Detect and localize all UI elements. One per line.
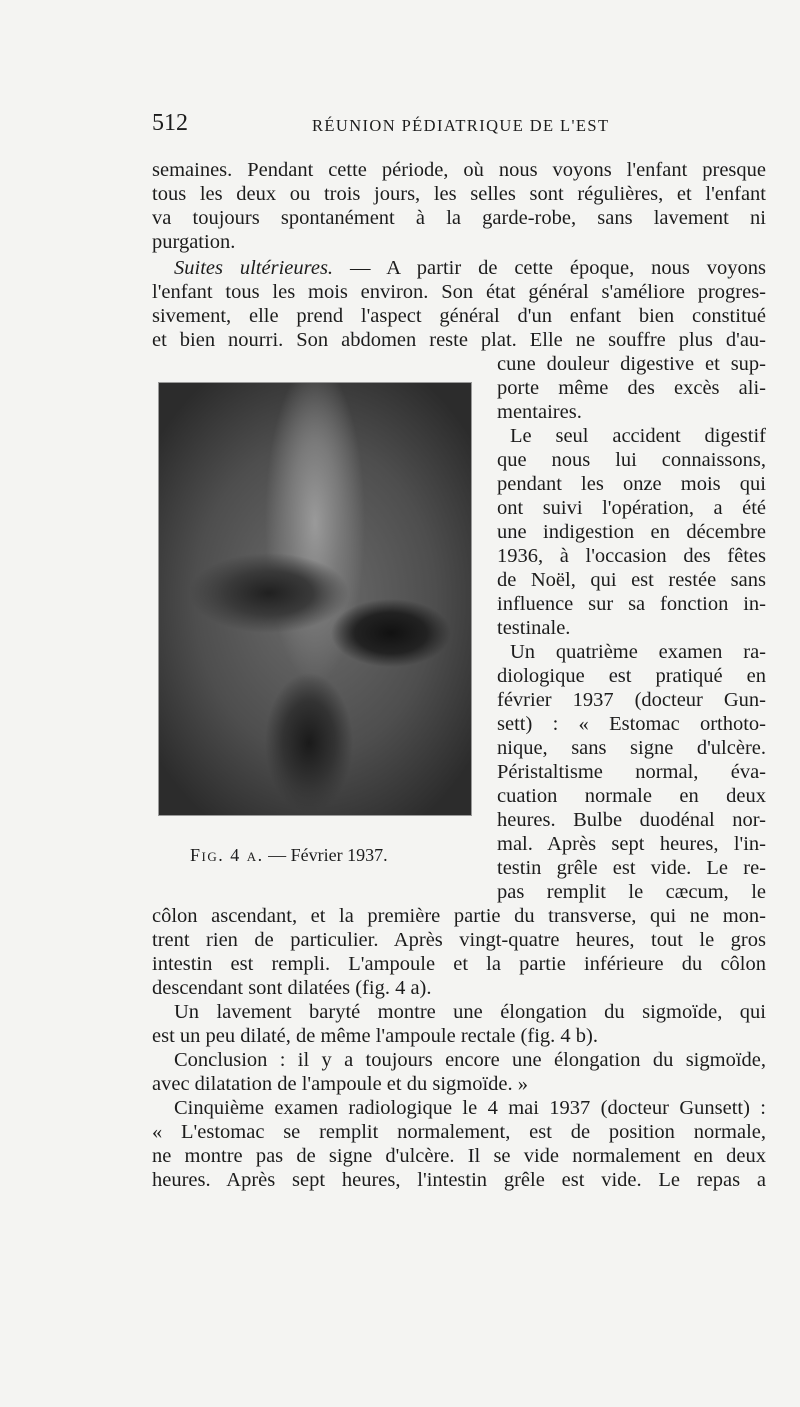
side-line: cuation normale en deux xyxy=(497,785,766,807)
side-line: pendant les onze mois qui xyxy=(497,473,766,495)
text-line: ne montre pas de signe d'ulcère. Il se vide normalement en deux xyxy=(152,1145,766,1167)
text-line-suites: Suites ultérieures. — A partir de cette époque, nous voyons xyxy=(174,257,766,279)
side-line: cune douleur digestive et sup- xyxy=(497,353,766,375)
text-line: purgation. xyxy=(152,231,236,253)
text-line: avec dilatation de l'ampoule et du sigmoïde. » xyxy=(152,1073,529,1095)
text-line: l'enfant tous les mois environ. Son état général s'améliore progres- xyxy=(152,281,766,303)
text-line: est un peu dilaté, de même l'ampoule rectale (fig. 4 b). xyxy=(152,1025,598,1047)
side-line: heures. Bulbe duodénal nor- xyxy=(497,809,766,831)
side-line: de Noël, qui est restée sans xyxy=(497,569,766,591)
side-line: testinale. xyxy=(497,617,571,639)
side-line: pas remplit le cæcum, le xyxy=(497,881,766,903)
text-line: et bien nourri. Son abdomen reste plat. Elle ne souffre plus d'au- xyxy=(152,329,766,351)
side-line: février 1937 (docteur Gun- xyxy=(497,689,766,711)
figure-label: Fig. 4 a. xyxy=(190,845,264,865)
text-line: descendant sont dilatées (fig. 4 a). xyxy=(152,977,432,999)
side-line: diologique est pratiqué en xyxy=(497,665,766,687)
side-line: ont suivi l'opération, a été xyxy=(497,497,766,519)
text-line: sivement, elle prend l'aspect général d'un enfant bien constitué xyxy=(152,305,766,327)
side-line: Péristaltisme normal, éva- xyxy=(497,761,766,783)
figure-caption-text: — Février 1937. xyxy=(268,845,388,865)
side-line: mal. Après sept heures, l'in- xyxy=(497,833,766,855)
side-line: 1936, à l'occasion des fêtes xyxy=(497,545,766,567)
side-line: nique, sans signe d'ulcère. xyxy=(497,737,766,759)
text-line: trent rien de particulier. Après vingt-quatre heures, tout le gros xyxy=(152,929,766,951)
running-title: RÉUNION PÉDIATRIQUE DE L'EST xyxy=(312,116,610,135)
text-line: heures. Après sept heures, l'intestin grêle est vide. Le repas a xyxy=(152,1169,766,1191)
figure-caption xyxy=(190,845,388,866)
text-line: Un lavement baryté montre une élongation du sigmoïde, qui xyxy=(174,1001,766,1023)
page-number: 512 xyxy=(152,110,188,136)
side-line: que nous lui connaissons, xyxy=(497,449,766,471)
text-line: tous les deux ou trois jours, les selles sont régulières, et l'enfant xyxy=(152,183,766,205)
text-line: « L'estomac se remplit normalement, est de position normale, xyxy=(152,1121,766,1143)
side-line: sett) : « Estomac orthoto- xyxy=(497,713,766,735)
side-line: une indigestion en décembre xyxy=(497,521,766,543)
text-line: intestin est rempli. L'ampoule et la partie inférieure du côlon xyxy=(152,953,766,975)
text-line: Cinquième examen radiologique le 4 mai 1937 (docteur Gunsett) : xyxy=(174,1097,766,1119)
text-line: va toujours spontanément à la garde-robe, sans lavement ni xyxy=(152,207,766,229)
side-line: testin grêle est vide. Le re- xyxy=(497,857,766,879)
side-line: Un quatrième examen ra- xyxy=(510,641,766,663)
xray-radiograph-image xyxy=(158,382,472,816)
side-line: influence sur sa fonction in- xyxy=(497,593,766,615)
side-line: porte même des excès ali- xyxy=(497,377,766,399)
text-line: semaines. Pendant cette période, où nous voyons l'enfant presque xyxy=(152,159,766,181)
text-line: côlon ascendant, et la première partie du transverse, qui ne mon- xyxy=(152,905,766,927)
running-header xyxy=(152,110,632,144)
text-line: Conclusion : il y a toujours encore une élongation du sigmoïde, xyxy=(174,1049,766,1071)
side-line: Le seul accident digestif xyxy=(510,425,766,447)
side-line: mentaires. xyxy=(497,401,582,423)
